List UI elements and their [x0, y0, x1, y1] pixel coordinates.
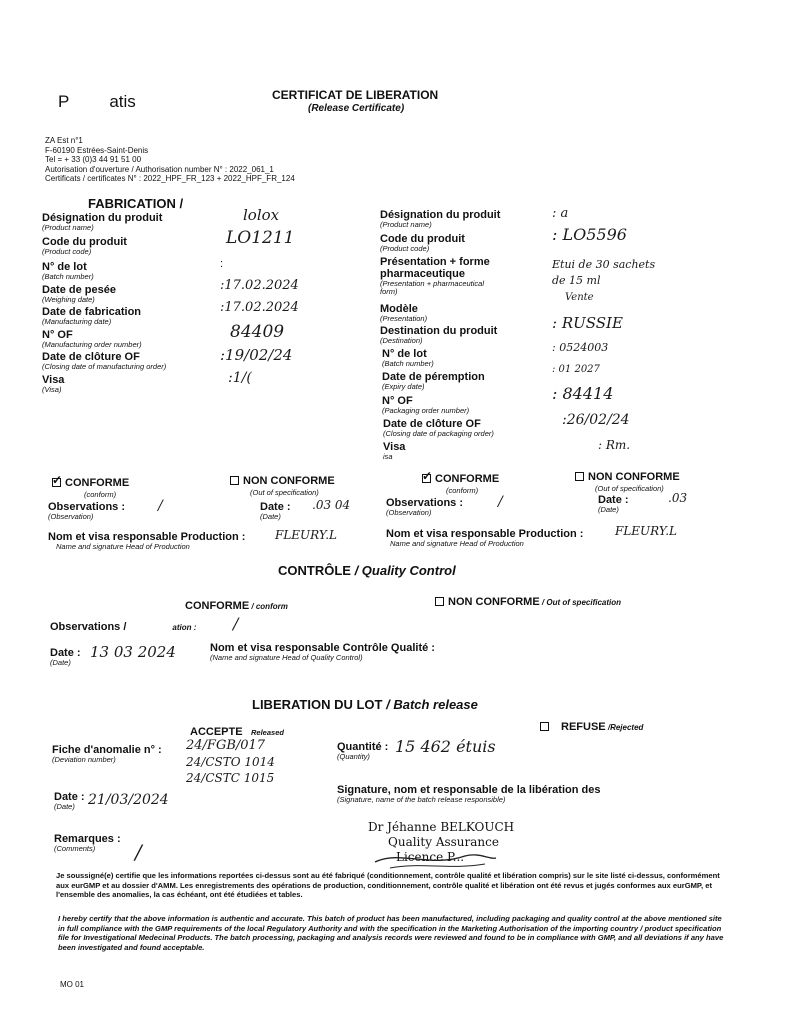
fab-left-value: LO1211	[226, 228, 295, 248]
liberation-accepte[interactable]: ACCEPTE Released	[190, 726, 284, 738]
fab-right-conforme[interactable]: ✓CONFORME (conform)	[422, 469, 499, 495]
fab-right-observations: Observations : (Observation)	[386, 497, 464, 517]
stamp-line: Quality Assurance	[388, 835, 499, 849]
fab-left-field: Date de pesée (Weighing date)	[42, 284, 116, 304]
fab-right-value: : Rm.	[598, 438, 631, 452]
fab-left-value: 84409	[230, 322, 285, 342]
fab-right-field: Date de clôture OF (Closing date of packaging order)	[383, 418, 494, 438]
checkbox-empty-icon[interactable]	[230, 476, 239, 485]
controle-heading: CONTRÔLE / Quality Control	[278, 563, 456, 578]
liberation-date-value: 21/03/2024	[88, 792, 169, 808]
fab-right-value: Vente	[565, 292, 594, 303]
fab-right-field: Code du produit (Product code)	[380, 233, 465, 253]
checkbox-empty-icon[interactable]	[435, 597, 444, 606]
fab-left-field: Visa (Visa)	[42, 374, 65, 394]
fab-right-field: Présentation + forme pharmaceutique (Presentation + pharmaceutical form)	[380, 256, 490, 296]
remarques-value: /	[135, 840, 142, 864]
fab-left-field: N° OF (Manufacturing order number)	[42, 329, 142, 349]
fab-right-date: Date : (Date)	[598, 494, 629, 514]
fab-right-field: N° de lot (Batch number)	[382, 348, 434, 368]
fiche-value: 24/CSTC 1015	[186, 771, 275, 785]
liberation-date: Date : (Date)	[54, 791, 85, 811]
fab-right-signature: FLEURY.L	[615, 524, 677, 538]
fab-right-field: N° OF (Packaging order number)	[382, 395, 470, 415]
fab-right-value: : 01 2027	[552, 364, 600, 375]
fab-left-value: :1/(	[228, 370, 252, 386]
fab-left-value: :17.02.2024	[220, 300, 299, 315]
address-line: F-60190 Estrées-Saint-Denis	[45, 145, 149, 155]
logo-left: P	[58, 92, 70, 111]
fab-left-signature: FLEURY.L	[275, 528, 337, 542]
page-title: CERTIFICAT DE LIBERATION	[272, 88, 439, 102]
fab-left-nom-visa: Nom et visa responsable Production : Name and signature Head of Production	[48, 531, 246, 551]
address-line: ZA Est n°1	[45, 136, 83, 145]
checkbox-checked-icon[interactable]	[422, 474, 431, 483]
fab-right-value: de 15 ml	[552, 274, 601, 287]
fab-right-non-conforme[interactable]: NON CONFORME (Out of specification)	[575, 467, 680, 493]
fab-left-field: N° de lot (Batch number)	[42, 261, 94, 281]
page-subtitle: (Release Certificate)	[308, 103, 405, 114]
controle-non-conforme[interactable]: NON CONFORME / Out of specification	[435, 592, 621, 610]
address-line: Autorisation d'ouverture / Authorisation number N° : 2022_061_1	[45, 164, 274, 174]
footer-code: MO 01	[60, 980, 85, 989]
controle-date: Date : (Date)	[50, 647, 81, 667]
liberation-heading: LIBERATION DU LOT / Batch release	[252, 697, 478, 712]
fiche-anomalie: Fiche d'anomalie n° : (Deviation number)	[52, 744, 162, 764]
checkbox-empty-icon[interactable]	[540, 722, 549, 731]
address-block	[45, 136, 295, 184]
fab-right-value: : RUSSIE	[552, 314, 623, 332]
controle-obs-value: /	[233, 614, 239, 633]
controle-observations: Observations / ation :	[50, 621, 197, 633]
fab-left-field: Date de fabrication (Manufacturing date)	[42, 306, 142, 326]
certification-en: I hereby certify that the above information is authentic and accurate. This batch of product has been manufactured, including packaging and quality control at the above mentioned site in full compliance with the GMP requirements of the local Regulatory Authority and with the specification in the Marketing Authorisation of the importing country / product specification file for Investigational Medecinal Products. The batch processing, packaging and analysis records were reviewed and found to be in compliance with GMP, and all deviations if any have been investigated and found acceptable.	[58, 914, 724, 952]
checkbox-empty-icon[interactable]	[575, 472, 584, 481]
fab-right-field: Modèle (Presentation)	[380, 303, 428, 323]
fab-left-field: Date de clôture OF (Closing date of manufacturing order)	[42, 351, 167, 371]
company-logo	[58, 92, 136, 112]
liberation-refuse[interactable]: REFUSE /Rejected	[540, 717, 643, 735]
remarques: Remarques : (Comments)	[54, 833, 121, 853]
fab-right-value: Etui de 30 sachets	[552, 258, 656, 271]
fab-right-date-value: .03	[668, 491, 688, 505]
fab-left-field: Code du produit (Product code)	[42, 236, 127, 256]
quantite: Quantité : (Quantity)	[337, 741, 389, 761]
fab-left-non-conforme[interactable]: NON CONFORME (Out of specification)	[230, 471, 335, 497]
fab-left-value: :	[220, 258, 224, 270]
fab-right-field: Visa isa	[383, 441, 406, 461]
controle-date-value: 13 03 2024	[90, 643, 176, 661]
fiche-value: 24/CSTO 1014	[186, 755, 275, 769]
fiche-value: 24/FGB/017	[186, 738, 266, 753]
fab-right-field: Date de péremption (Expiry date)	[382, 371, 485, 391]
checkbox-checked-icon[interactable]	[52, 478, 61, 487]
address-line: Certificats / certificates N° : 2022_HPF_FR_123 + 2022_HPF_FR_124	[45, 174, 295, 183]
quantite-value: 15 462 étuis	[395, 737, 496, 756]
fabrication-heading: FABRICATION /	[88, 196, 184, 211]
fab-right-value: : a	[552, 206, 569, 221]
fab-left-value: :17.02.2024	[220, 278, 299, 293]
fab-left-date-value: .03 04	[312, 498, 351, 512]
stamp-line: Dr Jéhanne BELKOUCH	[368, 820, 515, 834]
controle-conforme[interactable]: CONFORME / conform	[185, 600, 288, 612]
fab-left-conforme[interactable]: ✓CONFORME (conform)	[52, 473, 129, 499]
stamp-line: Licence P...	[396, 850, 465, 864]
stamp-signature-stroke	[370, 840, 500, 872]
fab-right-field: Désignation du produit (Product name)	[380, 209, 501, 229]
signature-liberation: Signature, nom et responsable de la libération des (Signature, name of the batch release responsible)	[337, 784, 601, 804]
fab-right-value: : 84414	[552, 384, 614, 403]
certification-fr: Je soussigné(e) certifie que les informations reportées ci-dessus sont au été fabriqué (conditionnement, contrôle qualité et libération compris) sur le site listé ci-dessus, conformément aux eurGMP et au dossier d'AMM. Les enregistrements des opérations de production, conditionnement, contrôle qualité et libération ont été revus et jugés conformes aux eurGMP, et l'ensemble des anomalies, la cas échéant, ont été étudiées et tables.	[56, 871, 720, 900]
fab-right-nom-visa: Nom et visa responsable Production : Name and signature Head of Production	[386, 528, 584, 548]
controle-nom-visa: Nom et visa responsable Contrôle Qualité : (Name and signature Head of Quality Control)	[210, 642, 435, 662]
fab-right-value: : 0524003	[552, 341, 609, 354]
fab-left-field: Désignation du produit (Product name)	[42, 212, 163, 232]
fab-right-value: : LO5596	[552, 225, 627, 244]
fab-right-value: :26/02/24	[562, 412, 630, 428]
address-line: Tel = + 33 (0)3 44 91 51 00	[45, 155, 142, 164]
logo-right: atis	[109, 92, 136, 111]
fab-left-value: lolox	[243, 206, 280, 224]
fab-left-value: :19/02/24	[220, 346, 293, 364]
fab-left-date: Date : (Date)	[260, 501, 291, 521]
fab-right-field: Destination du produit (Destination)	[380, 325, 498, 345]
fab-left-obs-value: /	[158, 498, 163, 514]
fab-right-obs-value: /	[498, 494, 503, 510]
fab-left-observations: Observations : (Observation)	[48, 501, 126, 521]
